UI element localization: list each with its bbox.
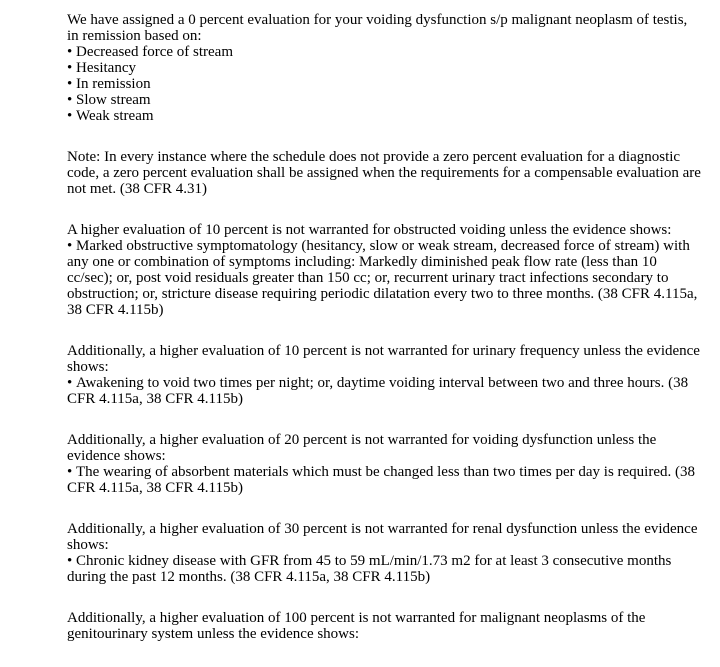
criteria-bullet: • Marked obstructive symptomatology (hesitancy, slow or weak stream, decreased force of stream) with any one or combination of symptoms including: Markedly diminished peak flow rate (less than 10 cc/sec); or, post void residuals greater than 150 cc; or, recurrent urinary tract infections secondary to obstruction; or, stricture disease requiring periodic dilatation every two to three months. (38 CFR 4.115a, 38 CFR 4.115b) xyxy=(67,238,702,318)
voiding-dysfunction-section xyxy=(67,432,702,496)
section-lead: Additionally, a higher evaluation of 30 percent is not warranted for renal dysfunction unless the evidence shows: xyxy=(67,521,698,553)
intro-paragraph xyxy=(67,12,702,124)
note-text: Note: In every instance where the schedule does not provide a zero percent evaluation for a diagnostic code, a zero percent evaluation shall be assigned when the requirements for a compensable evaluation are not met. (38 CFR 4.31) xyxy=(67,149,701,197)
list-item: • Decreased force of stream xyxy=(67,44,702,60)
obstructed-voiding-section xyxy=(67,222,702,318)
malignant-neoplasm-section xyxy=(67,610,702,642)
section-lead: Additionally, a higher evaluation of 100 percent is not warranted for malignant neoplasms of the genitourinary system unless the evidence shows: xyxy=(67,610,646,642)
criteria-bullet: • Chronic kidney disease with GFR from 45 to 59 mL/min/1.73 m2 for at least 3 consecutive months during the past 12 months. (38 CFR 4.115a, 38 CFR 4.115b) xyxy=(67,553,702,585)
intro-text: We have assigned a 0 percent evaluation for your voiding dysfunction s/p malignant neoplasm of testis, in remission based on: xyxy=(67,12,688,44)
list-item: • Weak stream xyxy=(67,108,702,124)
list-item: • Slow stream xyxy=(67,92,702,108)
note-paragraph xyxy=(67,149,702,197)
intro-bullet-list xyxy=(67,44,702,124)
criteria-bullet: • Awakening to void two times per night; or, daytime voiding interval between two and three hours. (38 CFR 4.115a, 38 CFR 4.115b) xyxy=(67,375,702,407)
urinary-frequency-section xyxy=(67,343,702,407)
section-lead: A higher evaluation of 10 percent is not warranted for obstructed voiding unless the evidence shows: xyxy=(67,222,672,238)
criteria-bullet: • The wearing of absorbent materials which must be changed less than two times per day is required. (38 CFR 4.115a, 38 CFR 4.115b) xyxy=(67,464,702,496)
section-lead: Additionally, a higher evaluation of 20 percent is not warranted for voiding dysfunction unless the evidence shows: xyxy=(67,432,657,464)
renal-dysfunction-section xyxy=(67,521,702,585)
list-item: • Hesitancy xyxy=(67,60,702,76)
list-item: • In remission xyxy=(67,76,702,92)
decision-letter-body xyxy=(67,12,702,667)
section-lead: Additionally, a higher evaluation of 10 percent is not warranted for urinary frequency unless the evidence shows: xyxy=(67,343,700,375)
